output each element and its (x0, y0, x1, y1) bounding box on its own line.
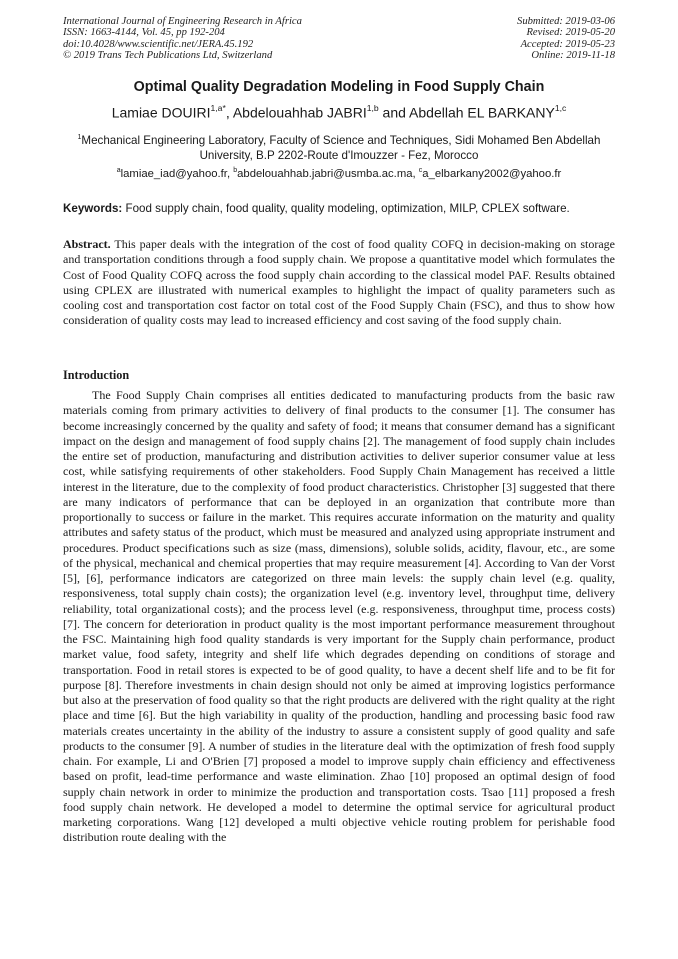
author-list (0, 104, 678, 121)
keywords-label: Keywords: (63, 202, 123, 215)
email-address[interactable]: lamiae_iad@yahoo.fr (120, 167, 227, 180)
issn-line: ISSN: 1663-4144, Vol. 45, pp 192-204 (63, 27, 225, 39)
author-affil-mark: 1,a* (210, 103, 226, 113)
email-list (0, 167, 678, 180)
keywords (63, 202, 615, 215)
email-separator: , (226, 167, 234, 180)
revised-date: Revised: 2019-05-20 (526, 27, 615, 39)
journal-info (63, 16, 302, 61)
keywords-text: Food supply chain, food quality, quality modeling, optimization, MILP, CPLEX software. (122, 202, 570, 215)
abstract-label: Abstract. (63, 237, 111, 251)
affiliation-mark: 1 (77, 134, 82, 141)
paper-title: Optimal Quality Degradation Modeling in Food Supply Chain (133, 79, 545, 95)
email-address[interactable]: abdelouahhab.jabri@usmba.ac.ma (237, 167, 413, 180)
author-separator: , (225, 104, 233, 121)
author-affil-mark: 1,c (554, 103, 567, 113)
author-name: Abdellah EL BARKANY (409, 104, 555, 121)
journal-name: International Journal of Engineering Research in Africa (63, 16, 302, 27)
dates-info (517, 16, 615, 61)
accepted-date: Accepted: 2019-05-23 (520, 38, 615, 50)
affiliation-text: Mechanical Engineering Laboratory, Faculty of Science and Techniques, Sidi Mohamed Ben Abdellah University, B.P 2202-Route d'Imouzzer - Fez, Morocco (81, 133, 601, 162)
email-mark: a (116, 167, 121, 174)
author-separator: and (378, 104, 410, 121)
section-heading: Introduction (63, 368, 130, 382)
author-affil-mark: 1,b (366, 103, 379, 113)
affiliation (70, 130, 608, 163)
abstract (63, 237, 615, 329)
abstract-text: This paper deals with the integration of the cost of food quality COFQ in decision-making on storage and transportation conditions through a food supply chain. We propose a quantitative model which formulates the Cost of Food Quality COFQ across the food supply chain according to the classical model PAF. Results obtained using CPLEX are illustrated with numerical examples to highlight the impact of quality parameters such as cooling cost and transportation cost factor on total cost of the Food Supply Chain (FSC), and thus to show how consideration of quality costs may lead to increased efficiency and cost saving of the food supply chain. (63, 237, 615, 328)
online-date: Online: 2019-11-18 (531, 49, 615, 61)
email-separator: , (412, 167, 419, 180)
author-name: Abdelouahhab JABRI (232, 104, 367, 121)
email-address[interactable]: a_elbarkany2002@yahoo.fr (422, 167, 562, 180)
introduction-paragraph: The Food Supply Chain comprises all entities dedicated to manufacturing products from the basic raw materials coming from primary activities to delivery of final products to the consumer [1]. The consumer has become increasingly concerned by the quality and safety of food; it means that consumer demand has a significant impact on the design and management of food supply chains [2]. The management of food supply chain includes the entire set of production, manufacturing and distribution activities to deliver superior consumer value at less cost, while satisfying requirements of other stakeholders. Food Supply Chain Management has received a little interest in the literature, due to the complexity of food product characteristics. Christopher [3] suggested that there are many indicators of performance that can be deployed in an organization that contribute more than proportionally to success or failure in the market. This requires accurate information on the maturity and quality attributes and safety status of the product, which must be measured and analyzed using appropriate instrument and procedures. Product specifications such as size (mass, dimensions), soluble solids, acidity, flavour, etc., are some of the physical, mechanical and chemical properties that may require measurement [4]. According to Van der Vorst [5], [6], performance indicators are categorized on three main levels: the supply chain level (e.g. quality, responsiveness, total supply chain costs); the organization level (e.g. inventory level, throughput time, delivery reliability, total organizational costs); and the process level (e.g. responsiveness, throughput time, process costs)[7]. The concern for deterioration in product quality is the most important performance measurement throughout the FSC. Maintaining high food quality standards is very important for the Supply chain performance, product market value, food safety, integrity and shelf life which degrades depending on conditions of storage and transportation. Food in retail stores is expected to be of good quality, to have a decent shelf life and to be fit for purpose [8]. Therefore investments in chain design should not only be aimed at improving logistics performance but also at the preservation of food quality so that the right products are delivered with the right quality at the right place and time [6]. But the high variability in quality of the production, handling and processing basic food raw materials creates uncertainty in the ability of the industry to assure a consistent supply of good quality and safe products to the consumer [9]. A number of studies in the literature deal with the optimization of fresh food supply chain. For example, Li and O'Brien [7] proposed a model to improve supply chain efficiency and effectiveness based on profit, lead-time performance and waste elimination. Zhao [10] proposed an optimal design of food supply chain network in order to minimize the production and transportation costs. Tsao [11] proposed a fresh food supply chain network. He developed a model to determine the optimal service for agricultural product marketing corporations. Wang [12] developed a multi objective vehicle routing problem for perishable food distribution route dealing with the (63, 388, 615, 845)
email-mark: b (233, 167, 238, 174)
submitted-date: Submitted: 2019-03-06 (517, 16, 615, 27)
email-mark: c (418, 167, 423, 174)
doi-line: doi:10.4028/www.scientific.net/JERA.45.192 (63, 38, 254, 50)
introduction-body (63, 388, 615, 846)
author-name: Lamiae DOUIRI (111, 104, 211, 121)
copyright-line: © 2019 Trans Tech Publications Ltd, Switzerland (63, 49, 273, 61)
